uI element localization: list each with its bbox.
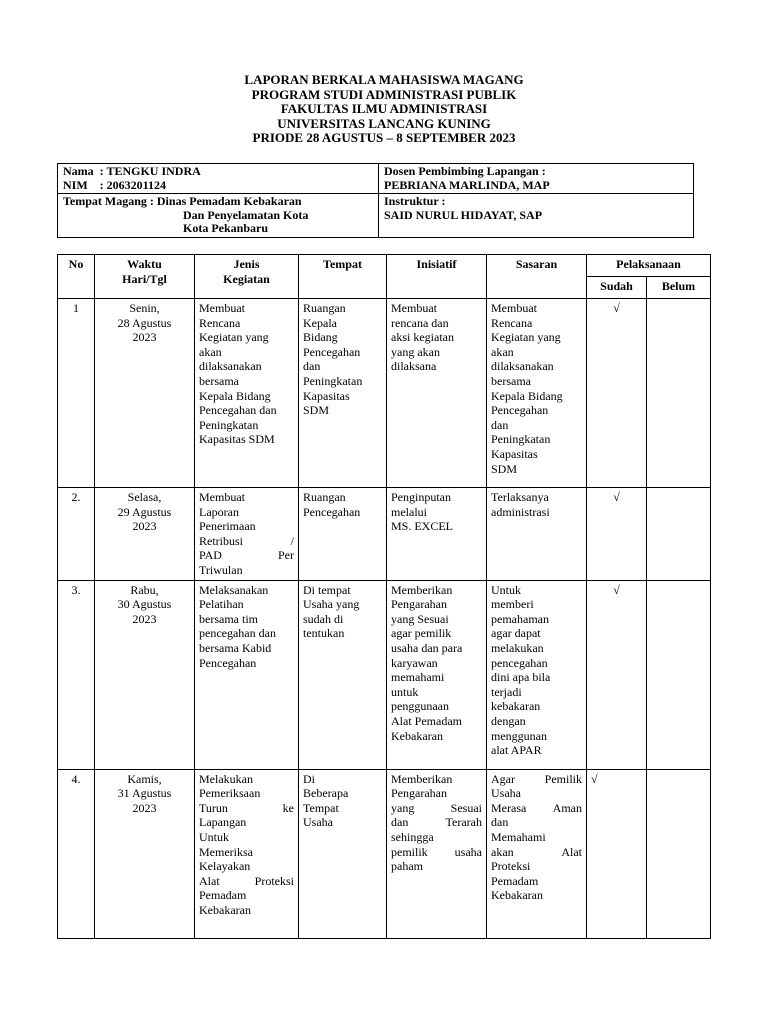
row-belum-check bbox=[647, 488, 711, 581]
row-inisiatif-line: agar pemilik bbox=[391, 626, 452, 641]
row-jenis-line: Peningkatan bbox=[199, 417, 259, 432]
field-supervisor-cell bbox=[379, 164, 694, 194]
row-sudah-check: √ bbox=[587, 299, 647, 488]
row-sasaran-line: memberi bbox=[491, 597, 534, 612]
row-sasaran-line: Agar Pemilik bbox=[491, 771, 582, 786]
row-tempat-line: Usaha bbox=[303, 815, 333, 830]
row-sasaran-line: Kapasitas bbox=[491, 446, 538, 461]
table-row bbox=[58, 488, 711, 581]
row-inisiatif bbox=[387, 580, 487, 769]
table-row bbox=[58, 299, 711, 488]
row-sasaran-line: bersama bbox=[491, 373, 531, 388]
row-sasaran-line: Peningkatan bbox=[491, 432, 551, 447]
row-inisiatif-line: Memberikan bbox=[391, 582, 453, 597]
place-line-2: Dan Penyelamatan Kota bbox=[183, 207, 309, 222]
row-number: 2. bbox=[58, 488, 95, 581]
row-sasaran-line: Rencana bbox=[491, 315, 533, 330]
row-inisiatif-line: yang Sesuai bbox=[391, 611, 449, 626]
row-inisiatif-line: Alat Pemadam bbox=[391, 713, 462, 728]
row-tempat-line: Beberapa bbox=[303, 786, 349, 801]
row-belum-check bbox=[647, 769, 711, 938]
header-jenis bbox=[195, 255, 299, 299]
row-jenis bbox=[195, 580, 299, 769]
instructor-cell bbox=[379, 194, 694, 238]
row-jenis-line: Turun ke bbox=[199, 800, 294, 815]
row-tempat-line: dan bbox=[303, 359, 321, 374]
row-jenis-line: Pemadam bbox=[199, 888, 247, 903]
instructor-label: Instruktur : bbox=[384, 194, 446, 209]
row-tempat-line: Ruangan bbox=[303, 301, 346, 315]
row-inisiatif-line: melalui bbox=[391, 504, 427, 519]
row-inisiatif-line: dan Terarah bbox=[391, 815, 482, 830]
row-tempat-line: Ruangan bbox=[303, 490, 346, 504]
title-line-4: UNIVERSITAS LANCANG KUNING bbox=[277, 115, 491, 131]
row-date bbox=[95, 488, 195, 581]
row-jenis-line: Triwulan bbox=[199, 562, 243, 577]
row-sasaran-line: SDM bbox=[491, 461, 518, 476]
row-inisiatif-line: karyawan bbox=[391, 655, 438, 670]
row-jenis bbox=[195, 488, 299, 581]
title-line-1: LAPORAN BERKALA MAHASISWA MAGANG bbox=[244, 72, 524, 87]
header-jenis-line2: Kegiatan bbox=[223, 271, 270, 286]
supervisor-name: PEBRIANA MARLINDA, MAP bbox=[384, 177, 550, 192]
row-tempat-line: Di tempat bbox=[303, 582, 351, 597]
row-inisiatif-line: penggunaan bbox=[391, 699, 449, 714]
title-line-5: PRIODE 28 AGUSTUS – 8 SEPTEMBER 2023 bbox=[252, 130, 516, 146]
row-sasaran-line: melakukan bbox=[491, 640, 544, 655]
row-sasaran-line: Memahami bbox=[491, 829, 546, 844]
row-jenis-line: Alat Proteksi bbox=[199, 873, 294, 888]
row-sasaran-line: Usaha bbox=[491, 786, 521, 801]
row-sasaran-line: dilaksanakan bbox=[491, 359, 554, 374]
row-date-text: 30 Agustus bbox=[117, 597, 172, 612]
row-tempat bbox=[299, 769, 387, 938]
row-tempat-line: Pencegahan bbox=[303, 504, 361, 519]
row-sasaran-line: pencegahan bbox=[491, 655, 548, 670]
row-date-text: 31 Agustus bbox=[117, 786, 172, 801]
row-sasaran-line: menggunan bbox=[491, 728, 547, 743]
row-jenis-line: Rencana bbox=[199, 315, 241, 330]
row-inisiatif-line: pemilik usaha bbox=[391, 844, 482, 859]
row-jenis-line: Retribusi / bbox=[199, 533, 294, 548]
row-tempat-line: Di bbox=[303, 771, 315, 786]
row-number: 4. bbox=[58, 769, 95, 938]
header-waktu-line2: Hari/Tgl bbox=[122, 271, 167, 286]
row-inisiatif-line: dilaksana bbox=[391, 359, 437, 374]
row-sasaran-line: terjadi bbox=[491, 684, 522, 699]
row-year: 2023 bbox=[132, 611, 157, 626]
row-jenis-line: Untuk bbox=[199, 829, 229, 844]
row-jenis-line: Laporan bbox=[199, 504, 239, 519]
title-line-3: FAKULTAS ILMU ADMINISTRASI bbox=[280, 101, 488, 117]
row-jenis-line: Kapasitas SDM bbox=[199, 432, 275, 447]
title-line-2: PROGRAM STUDI ADMINISTRASI PUBLIK bbox=[251, 86, 517, 102]
header-waktu bbox=[95, 255, 195, 299]
student-name: Nama : TENGKU INDRA bbox=[63, 164, 201, 178]
row-inisiatif-line: memahami bbox=[391, 670, 445, 685]
row-jenis-line: bersama bbox=[199, 373, 239, 388]
row-tempat-line: Peningkatan bbox=[303, 373, 363, 388]
row-tempat-line: Kapasitas bbox=[303, 388, 350, 403]
row-jenis-line: Kepala Bidang bbox=[199, 388, 271, 403]
row-sasaran-line: administrasi bbox=[491, 504, 550, 519]
row-year: 2023 bbox=[132, 800, 157, 815]
row-jenis-line: bersama Kabid bbox=[199, 640, 272, 655]
row-jenis-line: Membuat bbox=[199, 301, 245, 315]
row-date bbox=[95, 299, 195, 488]
row-inisiatif-line: Membuat bbox=[391, 301, 437, 315]
row-sudah-check: √ bbox=[587, 769, 647, 938]
row-belum-check bbox=[647, 580, 711, 769]
row-sasaran-line: Untuk bbox=[491, 582, 521, 597]
row-sasaran-line: Proteksi bbox=[491, 859, 531, 874]
row-jenis-line: Kelayakan bbox=[199, 859, 251, 874]
row-sasaran bbox=[487, 580, 587, 769]
row-jenis-line: bersama tim bbox=[199, 611, 258, 626]
header-sasaran: Sasaran bbox=[487, 255, 587, 299]
row-tempat-line: sudah di bbox=[303, 611, 344, 626]
row-sasaran-line: Pencegahan bbox=[491, 403, 549, 418]
header-sudah: Sudah bbox=[587, 277, 647, 299]
row-tempat-line: Kepala bbox=[303, 315, 337, 330]
row-jenis-line: Lapangan bbox=[199, 815, 247, 830]
row-inisiatif-line: usaha dan para bbox=[391, 640, 463, 655]
row-jenis-line: dilaksanakan bbox=[199, 359, 262, 374]
row-inisiatif-line: yang akan bbox=[391, 344, 440, 359]
header-waktu-line1: Waktu bbox=[127, 257, 162, 271]
header-no: No bbox=[58, 255, 95, 299]
row-sasaran-line: dini apa bila bbox=[491, 670, 551, 685]
row-sasaran-line: pemahaman bbox=[491, 611, 549, 626]
row-jenis-line: Melaksanakan bbox=[199, 582, 269, 597]
row-day: Rabu, bbox=[130, 582, 159, 597]
row-sasaran-line: dan bbox=[491, 815, 509, 830]
row-tempat-line: Tempat bbox=[303, 800, 339, 815]
row-sasaran-line: agar dapat bbox=[491, 626, 541, 641]
row-tempat bbox=[299, 580, 387, 769]
row-sasaran-line: alat APAR bbox=[491, 743, 542, 758]
row-sasaran-line: Merasa Aman bbox=[491, 800, 582, 815]
student-info-table bbox=[57, 163, 694, 238]
activity-table bbox=[57, 254, 711, 939]
row-sasaran bbox=[487, 488, 587, 581]
row-sasaran-line: Membuat bbox=[491, 301, 537, 315]
row-tempat-line: Usaha yang bbox=[303, 597, 360, 612]
row-tempat-line: SDM bbox=[303, 403, 330, 418]
header-inisiatif: Inisiatif bbox=[387, 255, 487, 299]
row-sudah-check: √ bbox=[587, 580, 647, 769]
row-sasaran-line: Kepala Bidang bbox=[491, 388, 563, 403]
row-jenis-line: Pencegahan bbox=[199, 655, 257, 670]
row-inisiatif-line: Kebakaran bbox=[391, 728, 443, 743]
table-row bbox=[58, 580, 711, 769]
row-date-text: 28 Agustus bbox=[117, 315, 172, 330]
table-row bbox=[58, 769, 711, 938]
row-jenis-line: pencegahan dan bbox=[199, 626, 276, 641]
row-inisiatif-line: MS. EXCEL bbox=[391, 519, 454, 534]
row-jenis-line: Memeriksa bbox=[199, 844, 253, 859]
row-date bbox=[95, 580, 195, 769]
row-inisiatif-line: Pengarahan bbox=[391, 786, 447, 801]
row-jenis-line: Kebakaran bbox=[199, 902, 251, 917]
row-inisiatif-line: yang Sesuai bbox=[391, 800, 482, 815]
row-jenis-line: Pelatihan bbox=[199, 597, 244, 612]
row-date-text: 29 Agustus bbox=[117, 504, 172, 519]
row-jenis-line: Kegiatan yang bbox=[199, 330, 269, 345]
row-jenis-line: PAD Per bbox=[199, 548, 294, 563]
row-sudah-check: √ bbox=[587, 488, 647, 581]
internship-place-cell bbox=[58, 194, 379, 238]
row-inisiatif bbox=[387, 299, 487, 488]
row-inisiatif-line: sehingga bbox=[391, 829, 434, 844]
row-day: Selasa, bbox=[127, 490, 162, 504]
row-sasaran-line: dan bbox=[491, 417, 509, 432]
row-jenis-line: Membuat bbox=[199, 490, 245, 504]
row-jenis-line: Melakukan bbox=[199, 771, 253, 786]
place-line-1: Tempat Magang : Dinas Pemadam Kebakaran bbox=[63, 194, 302, 209]
row-inisiatif bbox=[387, 488, 487, 581]
student-identity-cell bbox=[58, 164, 379, 194]
row-sasaran-line: Pemadam bbox=[491, 873, 539, 888]
student-nim: NIM : 2063201124 bbox=[63, 177, 166, 192]
row-sasaran bbox=[487, 299, 587, 488]
row-sasaran-line: akan Alat bbox=[491, 844, 582, 859]
row-tempat bbox=[299, 488, 387, 581]
row-jenis bbox=[195, 299, 299, 488]
row-inisiatif-line: Pengarahan bbox=[391, 597, 447, 612]
row-year: 2023 bbox=[132, 519, 157, 534]
row-number: 1 bbox=[58, 299, 95, 488]
row-number: 3. bbox=[58, 580, 95, 769]
row-inisiatif-line: Penginputan bbox=[391, 490, 451, 504]
row-inisiatif-line: paham bbox=[391, 859, 423, 874]
row-sasaran-line: kebakaran bbox=[491, 699, 541, 714]
row-day: Kamis, bbox=[127, 771, 162, 786]
row-tempat bbox=[299, 299, 387, 488]
row-inisiatif-line: Memberikan bbox=[391, 771, 453, 786]
row-tempat-line: Bidang bbox=[303, 330, 338, 345]
row-tempat-line: tentukan bbox=[303, 626, 345, 641]
row-sasaran bbox=[487, 769, 587, 938]
row-inisiatif-line: rencana dan bbox=[391, 315, 449, 330]
row-inisiatif bbox=[387, 769, 487, 938]
row-sasaran-line: dengan bbox=[491, 713, 526, 728]
place-line-3: Kota Pekanbaru bbox=[183, 221, 269, 236]
header-jenis-line1: Jenis bbox=[233, 257, 260, 271]
row-jenis-line: Penerimaan bbox=[199, 519, 256, 534]
supervisor-label: Dosen Pembimbing Lapangan : bbox=[384, 164, 546, 178]
header-belum: Belum bbox=[647, 277, 711, 299]
report-title-block bbox=[0, 73, 768, 146]
row-year: 2023 bbox=[132, 330, 157, 345]
instructor-name: SAID NURUL HIDAYAT, SAP bbox=[384, 207, 543, 222]
row-inisiatif-line: untuk bbox=[391, 684, 419, 699]
header-pelaksanaan: Pelaksanaan bbox=[587, 255, 711, 277]
row-jenis-line: Pencegahan dan bbox=[199, 403, 277, 418]
row-jenis bbox=[195, 769, 299, 938]
row-sasaran-line: Kebakaran bbox=[491, 888, 543, 903]
row-inisiatif-line: aksi kegiatan bbox=[391, 330, 454, 345]
row-day: Senin, bbox=[129, 301, 160, 315]
row-jenis-line: Pemeriksaan bbox=[199, 786, 261, 801]
row-sasaran-line: Terlaksanya bbox=[491, 490, 549, 504]
row-date bbox=[95, 769, 195, 938]
row-jenis-line: akan bbox=[199, 344, 222, 359]
row-sasaran-line: Kegiatan yang bbox=[491, 330, 561, 345]
row-tempat-line: Pencegahan bbox=[303, 344, 361, 359]
row-sasaran-line: akan bbox=[491, 344, 514, 359]
header-tempat: Tempat bbox=[299, 255, 387, 299]
row-belum-check bbox=[647, 299, 711, 488]
